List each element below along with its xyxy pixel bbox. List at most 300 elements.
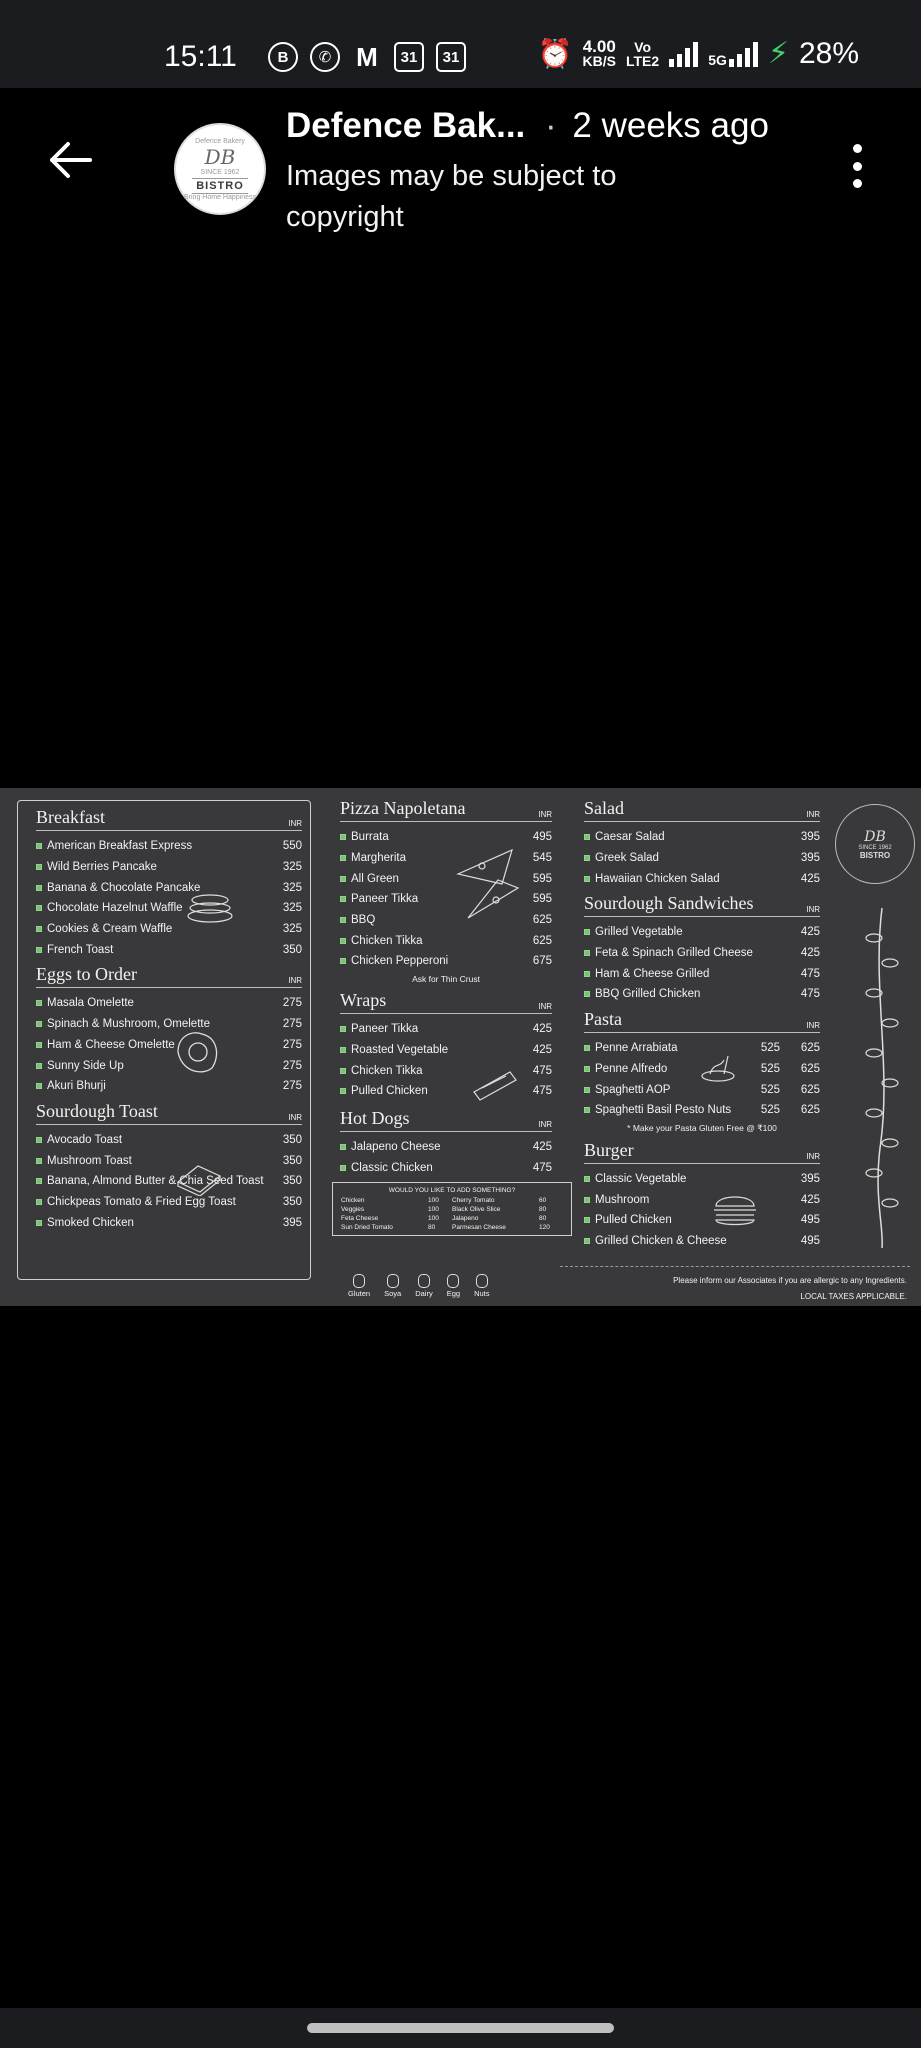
addon-heading: WOULD YOU LIKE TO ADD SOMETHING? xyxy=(388,1186,516,1194)
menu-item xyxy=(340,1060,552,1081)
menu-item-name: Paneer Tikka xyxy=(351,893,419,906)
section-header xyxy=(584,1009,820,1033)
menu-item xyxy=(584,1100,820,1121)
source-avatar[interactable] xyxy=(174,123,266,215)
menu-item-name: Ham & Cheese Grilled xyxy=(595,967,710,980)
section-title-salad: Salad xyxy=(584,798,624,818)
menu-item-name: Banana, Almond Butter & Chia Seed Toast xyxy=(47,1175,264,1188)
avatar-arc-top: Defence Bakery xyxy=(195,137,245,145)
veg-indicator-icon xyxy=(36,1021,42,1027)
addon-name: Chicken xyxy=(341,1196,365,1204)
menu-item-price-regular: 525 xyxy=(760,1062,780,1075)
section-header xyxy=(584,798,820,822)
menu-item xyxy=(36,1171,302,1192)
menu-item-name: French Toast xyxy=(47,943,114,956)
addon-price: 100 xyxy=(428,1205,439,1213)
menu-item-price-regular: 525 xyxy=(760,1083,780,1096)
breakfast-list xyxy=(36,836,302,960)
section-header xyxy=(584,1140,820,1164)
section-title-wraps: Wraps xyxy=(340,989,387,1010)
menu-item-name: Smoked Chicken xyxy=(47,1216,134,1229)
footer-divider xyxy=(560,1266,910,1267)
net-speed-value: 4.00 xyxy=(582,36,616,56)
menu-item-name: Ham & Cheese Omelette xyxy=(47,1038,175,1051)
avatar-label: BISTRO xyxy=(192,178,248,194)
menu-item xyxy=(584,827,820,848)
menu-item xyxy=(36,1055,302,1076)
logo-since: SINCE 1962 xyxy=(858,844,892,851)
signal-5g-icon xyxy=(708,41,758,67)
veg-indicator-icon xyxy=(36,885,42,891)
burger-illustration xyxy=(710,1190,760,1228)
menu-item-price: 425 xyxy=(800,926,820,939)
time-ago: 2 weeks ago xyxy=(572,106,769,145)
allergen-egg-icon xyxy=(447,1274,459,1288)
allergen-nuts-icon xyxy=(476,1274,488,1288)
allergen-legend xyxy=(348,1274,490,1298)
charging-icon: ⚡ xyxy=(767,37,789,70)
addon-price: 80 xyxy=(428,1223,436,1231)
menu-item-price: 595 xyxy=(532,872,552,885)
menu-item xyxy=(36,898,302,919)
veg-indicator-icon xyxy=(340,958,346,964)
veg-indicator-icon xyxy=(584,929,590,935)
menu-item xyxy=(584,1231,820,1252)
veg-indicator-icon xyxy=(36,1178,42,1184)
currency-label: INR xyxy=(538,1001,552,1011)
menu-item xyxy=(340,1157,552,1178)
menu-item-price: 495 xyxy=(800,1234,820,1247)
logo-monogram: DB xyxy=(864,828,886,845)
veg-indicator-icon xyxy=(340,1144,346,1150)
veg-indicator-icon xyxy=(584,1197,590,1203)
legend-item xyxy=(474,1274,489,1298)
menu-item-price: 350 xyxy=(282,943,302,956)
veg-indicator-icon xyxy=(584,834,590,840)
menu-item-price: 350 xyxy=(282,1133,302,1146)
bistro-logo xyxy=(835,804,915,884)
title-row xyxy=(286,106,769,146)
addon-name: Jalapeno xyxy=(452,1214,479,1222)
section-title-breakfast: Breakfast xyxy=(36,807,105,827)
veg-indicator-icon xyxy=(36,864,42,870)
section-header xyxy=(340,990,552,1014)
veg-indicator-icon xyxy=(340,1165,346,1171)
menu-item xyxy=(584,984,820,1005)
menu-item-name: Paneer Tikka xyxy=(351,1023,419,1036)
menu-item-price: 325 xyxy=(282,881,302,894)
menu-item xyxy=(36,836,302,857)
menu-item-price: 325 xyxy=(282,923,302,936)
menu-item-price: 395 xyxy=(800,852,820,865)
avatar-arc-bottom: Bring Home Happiness xyxy=(184,193,256,201)
menu-item-name: Grilled Vegetable xyxy=(595,926,683,939)
notification-icons xyxy=(268,42,466,72)
legend-item xyxy=(447,1274,460,1298)
section-title-pasta: Pasta xyxy=(584,1008,622,1029)
menu-item-price-large: 625 xyxy=(800,1104,820,1117)
menu-item-price: 350 xyxy=(282,1154,302,1167)
veg-indicator-icon xyxy=(584,1107,590,1113)
egg-illustration xyxy=(172,1026,224,1078)
allergen-gluten-icon xyxy=(353,1274,365,1288)
menu-item-price: 275 xyxy=(282,1059,302,1072)
veg-indicator-icon xyxy=(584,971,590,977)
avatar-since: SINCE 1962 xyxy=(200,168,240,176)
menu-item-price: 550 xyxy=(282,840,302,853)
gesture-nav-bar xyxy=(0,2008,921,2048)
section-title-sandwiches: Sourdough Sandwiches xyxy=(584,893,754,914)
menu-item-name: Penne Arrabiata xyxy=(595,1042,678,1055)
menu-item-name: Banana & Chocolate Pancake xyxy=(47,881,201,894)
menu-item-price: 425 xyxy=(800,872,820,885)
section-header xyxy=(584,893,820,917)
menu-item-name: Classic Chicken xyxy=(351,1161,433,1174)
menu-item-name: Burrata xyxy=(351,831,389,844)
toast-list xyxy=(36,1130,302,1233)
menu-item xyxy=(36,919,302,940)
menu-item-name: Roasted Vegetable xyxy=(351,1043,449,1056)
menu-item xyxy=(340,1137,552,1158)
menu-item-price: 475 xyxy=(532,1085,552,1098)
menu-item-name: Feta & Spinach Grilled Cheese xyxy=(595,947,753,960)
clock: 15:11 xyxy=(164,40,237,73)
currency-label: INR xyxy=(806,905,820,915)
veg-indicator-icon xyxy=(340,938,346,944)
addon-name: Cherry Tomato xyxy=(452,1196,495,1204)
addon-name: Black Olive Slice xyxy=(452,1205,501,1213)
menu-item-price: 350 xyxy=(282,1175,302,1188)
menu-item-price-regular: 525 xyxy=(760,1042,780,1055)
legend-item xyxy=(384,1274,401,1298)
veg-indicator-icon xyxy=(340,834,346,840)
veg-indicator-icon xyxy=(340,1068,346,1074)
menu-item-price: 595 xyxy=(532,893,552,906)
legend-label: Egg xyxy=(446,1289,461,1298)
veg-indicator-icon xyxy=(36,1063,42,1069)
addon-name: Feta Cheese xyxy=(341,1214,379,1222)
menu-item-name: Margherita xyxy=(351,852,406,865)
menu-item-name: All Green xyxy=(351,872,399,885)
addon-box xyxy=(332,1182,572,1236)
menu-item-price: 495 xyxy=(800,1214,820,1227)
menu-item-price-regular: 525 xyxy=(760,1104,780,1117)
menu-item xyxy=(584,1169,820,1190)
currency-label: INR xyxy=(288,976,302,986)
menu-item-price: 475 xyxy=(800,967,820,980)
legend-item xyxy=(348,1274,370,1298)
menu-item-name: Pulled Chicken xyxy=(351,1085,428,1098)
veg-indicator-icon xyxy=(340,855,346,861)
veg-indicator-icon xyxy=(340,1026,346,1032)
menu-item xyxy=(36,1150,302,1171)
menu-item-name: Chickpeas Tomato & Fried Egg Toast xyxy=(47,1195,236,1208)
more-options-icon[interactable] xyxy=(851,144,863,188)
menu-item xyxy=(36,1076,302,1097)
volte-bottom: LTE2 xyxy=(625,52,660,69)
menu-item-name: BBQ xyxy=(351,914,376,927)
veg-indicator-icon xyxy=(36,1000,42,1006)
menu-item-price: 425 xyxy=(800,947,820,960)
menu-item-price-large: 625 xyxy=(800,1062,820,1075)
volte-indicator xyxy=(626,40,659,68)
currency-label: INR xyxy=(806,1151,820,1161)
calendar-icon-2: 31 xyxy=(436,42,466,72)
copyright-notice: Images may be subject to copyright xyxy=(286,160,617,233)
pancake-illustration xyxy=(180,888,240,928)
menu-item-name: Penne Alfredo xyxy=(595,1062,668,1075)
veg-indicator-icon xyxy=(36,1083,42,1089)
battery-level: 28% xyxy=(798,36,859,70)
addon-name: Veggies xyxy=(341,1205,365,1213)
vine-illustration xyxy=(862,908,902,1248)
network-type: 5G xyxy=(708,51,727,68)
veg-indicator-icon xyxy=(340,917,346,923)
menu-item xyxy=(584,868,820,889)
allergy-note: Please inform our Associates if you are allergic to any Ingredients. xyxy=(673,1276,907,1285)
thin-crust-note: Ask for Thin Crust xyxy=(412,973,480,984)
menu-item-price: 425 xyxy=(800,1193,820,1206)
menu-item-name: Jalapeno Cheese xyxy=(351,1140,441,1153)
menu-item-price: 275 xyxy=(282,1018,302,1031)
section-title-eggs: Eggs to Order xyxy=(36,964,137,985)
net-speed xyxy=(582,36,616,69)
menu-item xyxy=(36,939,302,960)
veg-indicator-icon xyxy=(584,1176,590,1182)
veg-indicator-icon xyxy=(36,947,42,953)
menu-item-name: American Breakfast Express xyxy=(47,840,193,853)
section-title-toast: Sourdough Toast xyxy=(36,1100,158,1121)
net-speed-unit: KB/S xyxy=(582,52,616,69)
avatar-monogram: DB xyxy=(204,144,236,169)
menu-item-name: Spaghetti AOP xyxy=(595,1083,671,1096)
menu-item xyxy=(584,922,820,943)
menu-item xyxy=(340,1019,552,1040)
veg-indicator-icon xyxy=(36,1220,42,1226)
legend-item xyxy=(415,1274,433,1298)
menu-item-price: 275 xyxy=(282,1080,302,1093)
section-title-hotdogs: Hot Dogs xyxy=(340,1107,410,1128)
menu-item-name: Grilled Chicken & Cheese xyxy=(595,1234,727,1247)
menu-item-name: Classic Vegetable xyxy=(595,1172,687,1185)
addon-price: 80 xyxy=(539,1214,547,1222)
system-icons xyxy=(538,36,859,71)
pasta-illustration xyxy=(700,1054,740,1084)
home-gesture-handle[interactable] xyxy=(307,2023,614,2033)
menu-item-price: 495 xyxy=(532,831,552,844)
menu-item-price: 425 xyxy=(532,1043,552,1056)
burger-list xyxy=(584,1169,820,1252)
menu-item xyxy=(36,1035,302,1056)
menu-item xyxy=(340,1081,552,1102)
addon-price: 100 xyxy=(428,1196,439,1204)
allergen-soya-icon xyxy=(387,1274,399,1288)
menu-item-price: 395 xyxy=(282,1216,302,1229)
veg-indicator-icon xyxy=(584,950,590,956)
alarm-icon: ⏰ xyxy=(537,38,573,69)
legend-label: Dairy xyxy=(415,1289,433,1298)
veg-indicator-icon xyxy=(584,1238,590,1244)
menu-item-price: 395 xyxy=(800,831,820,844)
wrap-illustration xyxy=(470,1066,520,1102)
menu-item-name: Hawaiian Chicken Salad xyxy=(595,872,720,885)
volte-top: Vo xyxy=(634,38,652,55)
menu-item-price: 275 xyxy=(282,997,302,1010)
section-header xyxy=(36,964,302,988)
menu-item-name: Chocolate Hazelnut Waffle xyxy=(47,902,183,915)
eggs-list xyxy=(36,993,302,1096)
addon-grid xyxy=(341,1197,563,1231)
menu-item-name: Sunny Side Up xyxy=(47,1059,124,1072)
menu-item-name: Mushroom xyxy=(595,1193,650,1206)
source-title[interactable]: Defence Bak... xyxy=(286,106,526,145)
veg-indicator-icon xyxy=(340,876,346,882)
veg-indicator-icon xyxy=(36,1158,42,1164)
currency-label: INR xyxy=(538,810,552,819)
menu-item xyxy=(36,1192,302,1213)
veg-indicator-icon xyxy=(340,1047,346,1053)
menu-item-price: 275 xyxy=(282,1038,302,1051)
menu-item-name: Chicken Pepperoni xyxy=(351,955,449,968)
pizza-illustration xyxy=(452,844,522,924)
currency-label: INR xyxy=(538,1119,552,1129)
veg-indicator-icon xyxy=(584,1217,590,1223)
title-separator: · xyxy=(545,106,557,145)
menu-item-name: Caesar Salad xyxy=(595,831,665,844)
menu-item-name: Avocado Toast xyxy=(47,1133,123,1146)
menu-item xyxy=(584,963,820,984)
menu-item-price: 325 xyxy=(282,861,302,874)
gluten-free-note: * Make your Pasta Gluten Free @ ₹100 xyxy=(627,1122,777,1133)
menu-item xyxy=(36,993,302,1014)
menu-item-price: 425 xyxy=(532,1023,552,1036)
menu-item-price: 475 xyxy=(532,1064,552,1077)
menu-item-name: BBQ Grilled Chicken xyxy=(595,988,701,1001)
addon-price: 120 xyxy=(539,1223,550,1231)
menu-item-price: 625 xyxy=(532,914,552,927)
menu-item-name: Chicken Tikka xyxy=(351,934,423,947)
status-bar xyxy=(0,0,921,88)
menu-item-name: Masala Omelette xyxy=(47,997,134,1010)
currency-label: INR xyxy=(288,819,302,828)
section-header xyxy=(36,807,302,831)
currency-label: INR xyxy=(288,1112,302,1122)
b-notification-icon: B xyxy=(268,42,298,72)
menu-item-name: Greek Salad xyxy=(595,852,659,865)
menu-item-price: 395 xyxy=(800,1172,820,1185)
salad-list xyxy=(584,827,820,889)
menu-item-name: Pulled Chicken xyxy=(595,1214,672,1227)
section-header xyxy=(340,1108,552,1132)
menu-item-price-large: 625 xyxy=(800,1042,820,1055)
menu-item-price: 545 xyxy=(532,852,552,865)
addon-name: Sun Dried Tomato xyxy=(341,1223,393,1231)
veg-indicator-icon xyxy=(36,1199,42,1205)
addon-name: Parmesan Cheese xyxy=(452,1223,506,1231)
section-title-pizza: Pizza Napoletana xyxy=(340,798,466,818)
veg-indicator-icon xyxy=(36,1042,42,1048)
menu-item xyxy=(36,877,302,898)
menu-item xyxy=(340,1040,552,1061)
veg-indicator-icon xyxy=(584,991,590,997)
currency-label: INR xyxy=(806,810,820,819)
legend-label: Gluten xyxy=(348,1289,371,1298)
menu-item-name: Wild Berries Pancake xyxy=(47,861,157,874)
allergen-dairy-icon xyxy=(418,1274,430,1288)
addon-price: 80 xyxy=(539,1205,547,1213)
menu-item-price: 350 xyxy=(282,1195,302,1208)
menu-item xyxy=(36,1130,302,1151)
menu-item-name: Mushroom Toast xyxy=(47,1154,132,1167)
menu-item xyxy=(340,930,552,951)
toast-illustration xyxy=(174,1160,224,1196)
menu-item xyxy=(36,857,302,878)
currency-label: INR xyxy=(806,1020,820,1030)
menu-item-name: Cookies & Cream Waffle xyxy=(47,923,173,936)
section-header xyxy=(36,1101,302,1125)
menu-image[interactable] xyxy=(0,788,921,1306)
section-header xyxy=(340,798,552,822)
menu-column-right xyxy=(580,798,820,1251)
veg-indicator-icon xyxy=(584,855,590,861)
hotdogs-list xyxy=(340,1137,552,1178)
gmail-icon: M xyxy=(356,41,378,72)
menu-item-name: Akuri Bhurji xyxy=(47,1080,106,1093)
legend-label: Nuts xyxy=(474,1289,490,1298)
veg-indicator-icon xyxy=(36,926,42,932)
legend-label: Soya xyxy=(384,1289,402,1298)
wraps-list xyxy=(340,1019,552,1102)
menu-item-price: 625 xyxy=(532,934,552,947)
calendar-icon: 31 xyxy=(394,42,424,72)
menu-item-price: 475 xyxy=(532,1161,552,1174)
veg-indicator-icon xyxy=(584,1066,590,1072)
menu-item-name: Spinach & Mushroom, Omelette xyxy=(47,1018,210,1031)
section-title-burger: Burger xyxy=(584,1139,634,1160)
signal-icon xyxy=(669,41,698,67)
tax-note: LOCAL TAXES APPLICABLE. xyxy=(800,1292,907,1301)
veg-indicator-icon xyxy=(340,1088,346,1094)
menu-item xyxy=(584,1210,820,1231)
menu-item-price-large: 625 xyxy=(800,1083,820,1096)
menu-column-left xyxy=(17,800,311,1280)
veg-indicator-icon xyxy=(36,843,42,849)
menu-item xyxy=(584,943,820,964)
back-arrow-icon[interactable] xyxy=(46,140,94,180)
addon-price: 60 xyxy=(539,1196,547,1204)
menu-item xyxy=(584,848,820,869)
logo-label: BISTRO xyxy=(859,850,891,860)
menu-item xyxy=(36,1014,302,1035)
menu-item xyxy=(36,1212,302,1233)
menu-item-price: 325 xyxy=(282,902,302,915)
veg-indicator-icon xyxy=(340,896,346,902)
menu-item-name: Spaghetti Basil Pesto Nuts xyxy=(595,1104,732,1117)
veg-indicator-icon xyxy=(584,876,590,882)
addon-price: 100 xyxy=(428,1214,439,1222)
veg-indicator-icon xyxy=(36,1137,42,1143)
menu-item-name: Chicken Tikka xyxy=(351,1064,423,1077)
whatsapp-icon: ✆ xyxy=(310,42,340,72)
viewer-header xyxy=(0,88,921,248)
veg-indicator-icon xyxy=(36,905,42,911)
menu-item-price: 425 xyxy=(532,1140,552,1153)
menu-item xyxy=(584,1189,820,1210)
veg-indicator-icon xyxy=(584,1045,590,1051)
menu-item xyxy=(340,951,552,972)
menu-item-price: 675 xyxy=(532,955,552,968)
sandwiches-list xyxy=(584,922,820,1005)
